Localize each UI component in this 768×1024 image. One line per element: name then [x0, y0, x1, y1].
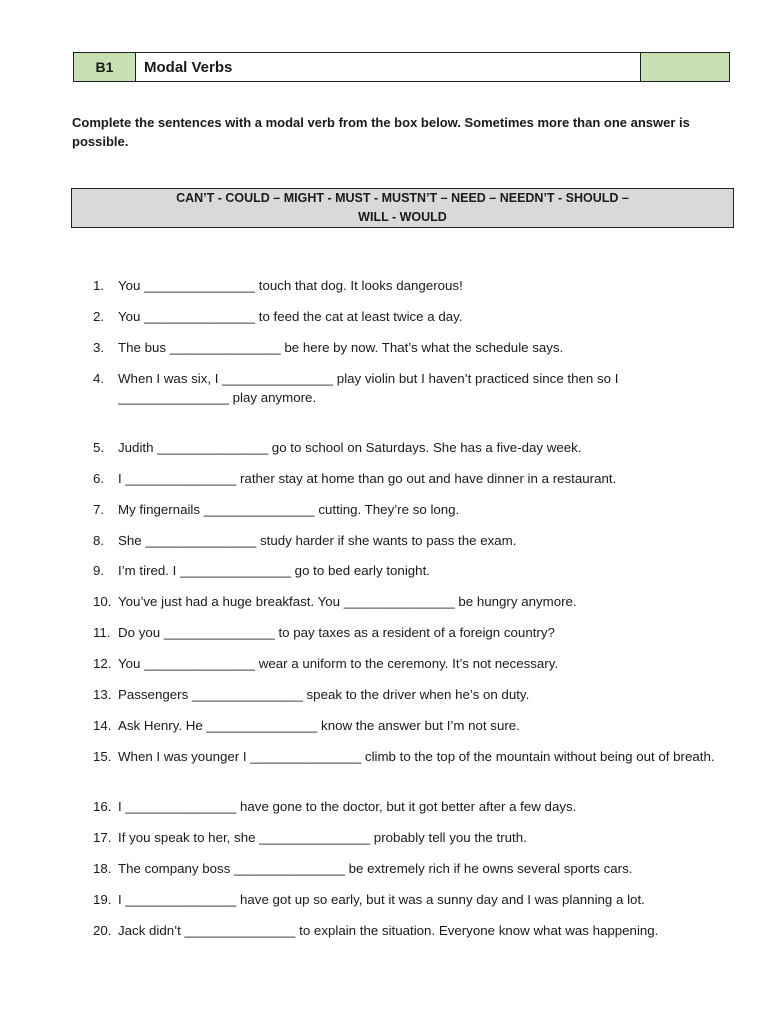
exercise-number: 7.	[93, 502, 105, 517]
exercise-item	[93, 654, 733, 673]
word-box-line-2: WILL - WOULD	[358, 210, 447, 224]
exercise-sentence: I _______________ have got up so early, but it was a sunny day and I was planning a lot.	[118, 892, 645, 907]
exercise-number: 12.	[93, 656, 112, 671]
exercise-item	[93, 438, 733, 457]
exercise-sentence: You _______________ wear a uniform to the ceremony. It’s not necessary.	[118, 656, 559, 671]
word-box	[71, 188, 734, 228]
exercise-sentence: The company boss _______________ be extremely rich if he owns several sports cars.	[118, 861, 633, 876]
exercise-number: 18.	[93, 861, 112, 876]
exercise-number: 14.	[93, 718, 112, 733]
worksheet-title: Modal Verbs	[136, 53, 641, 81]
level-badge: B1	[74, 53, 136, 81]
exercise-item	[93, 592, 733, 611]
exercise-number: 3.	[93, 340, 105, 355]
exercise-number: 10.	[93, 594, 112, 609]
exercise-item	[93, 469, 733, 488]
worksheet-header	[73, 52, 730, 82]
exercise-number: 5.	[93, 440, 105, 455]
exercise-item	[93, 338, 733, 357]
exercise-sentence: I’m tired. I _______________ go to bed early tonight.	[118, 563, 430, 578]
exercise-number: 9.	[93, 563, 105, 578]
exercise-item	[93, 797, 733, 816]
exercise-sentence: You _______________ touch that dog. It looks dangerous!	[118, 278, 463, 293]
exercise-number: 2.	[93, 309, 105, 324]
word-box-line-1: CAN’T - COULD – MIGHT - MUST - MUSTN’T – NEED – NEEDN’T - SHOULD –	[176, 191, 629, 205]
exercise-number: 11.	[93, 625, 111, 640]
exercise-item	[93, 276, 733, 295]
exercise-number: 16.	[93, 799, 112, 814]
exercise-item	[93, 685, 733, 704]
exercise-sentence: You’ve just had a huge breakfast. You _______________ be hungry anymore.	[118, 594, 577, 609]
exercise-item	[93, 747, 733, 766]
exercise-sentence: Passengers _______________ speak to the driver when he’s on duty.	[118, 687, 530, 702]
exercise-number: 17.	[93, 830, 112, 845]
exercise-number: 1.	[93, 278, 105, 293]
header-accent	[641, 53, 729, 81]
exercise-sentence: Do you _______________ to pay taxes as a resident of a foreign country?	[118, 625, 555, 640]
exercise-number: 13.	[93, 687, 112, 702]
exercise-number: 8.	[93, 533, 105, 548]
exercise-list	[93, 276, 733, 952]
exercise-number: 4.	[93, 371, 105, 386]
instructions: Complete the sentences with a modal verb from the box below. Sometimes more than one answer is possible.	[72, 115, 690, 149]
exercise-sentence: I _______________ have gone to the doctor, but it got better after a few days.	[118, 799, 577, 814]
exercise-item	[93, 561, 733, 580]
exercise-sentence: I _______________ rather stay at home than go out and have dinner in a restaurant.	[118, 471, 617, 486]
exercise-sentence: Judith _______________ go to school on Saturdays. She has a five-day week.	[118, 440, 582, 455]
exercise-item	[93, 716, 733, 735]
exercise-sentence: If you speak to her, she _______________ probably tell you the truth.	[118, 830, 527, 845]
exercise-item	[93, 531, 733, 550]
exercise-number: 15.	[93, 749, 112, 764]
exercise-item	[93, 828, 733, 847]
exercise-item	[93, 859, 733, 878]
exercise-sentence: When I was younger I _______________ climb to the top of the mountain without being out of breath.	[118, 749, 715, 764]
exercise-item	[93, 369, 733, 407]
exercise-sentence: When I was six, I _______________ play violin but I haven’t practiced since then so I _______________ play anymore.	[118, 371, 619, 405]
exercise-sentence: My fingernails _______________ cutting. They’re so long.	[118, 502, 460, 517]
exercise-sentence: Jack didn’t _______________ to explain the situation. Everyone know what was happening.	[118, 923, 659, 938]
exercise-item	[93, 890, 733, 909]
exercise-item	[93, 500, 733, 519]
exercise-item	[93, 921, 733, 940]
exercise-number: 19.	[93, 892, 112, 907]
exercise-sentence: You _______________ to feed the cat at least twice a day.	[118, 309, 463, 324]
exercise-number: 6.	[93, 471, 105, 486]
exercise-item	[93, 307, 733, 326]
exercise-item	[93, 623, 733, 642]
exercise-sentence: The bus _______________ be here by now. That’s what the schedule says.	[118, 340, 564, 355]
exercise-sentence: She _______________ study harder if she wants to pass the exam.	[118, 533, 517, 548]
exercise-sentence: Ask Henry. He _______________ know the answer but I’m not sure.	[118, 718, 520, 733]
exercise-number: 20.	[93, 923, 112, 938]
